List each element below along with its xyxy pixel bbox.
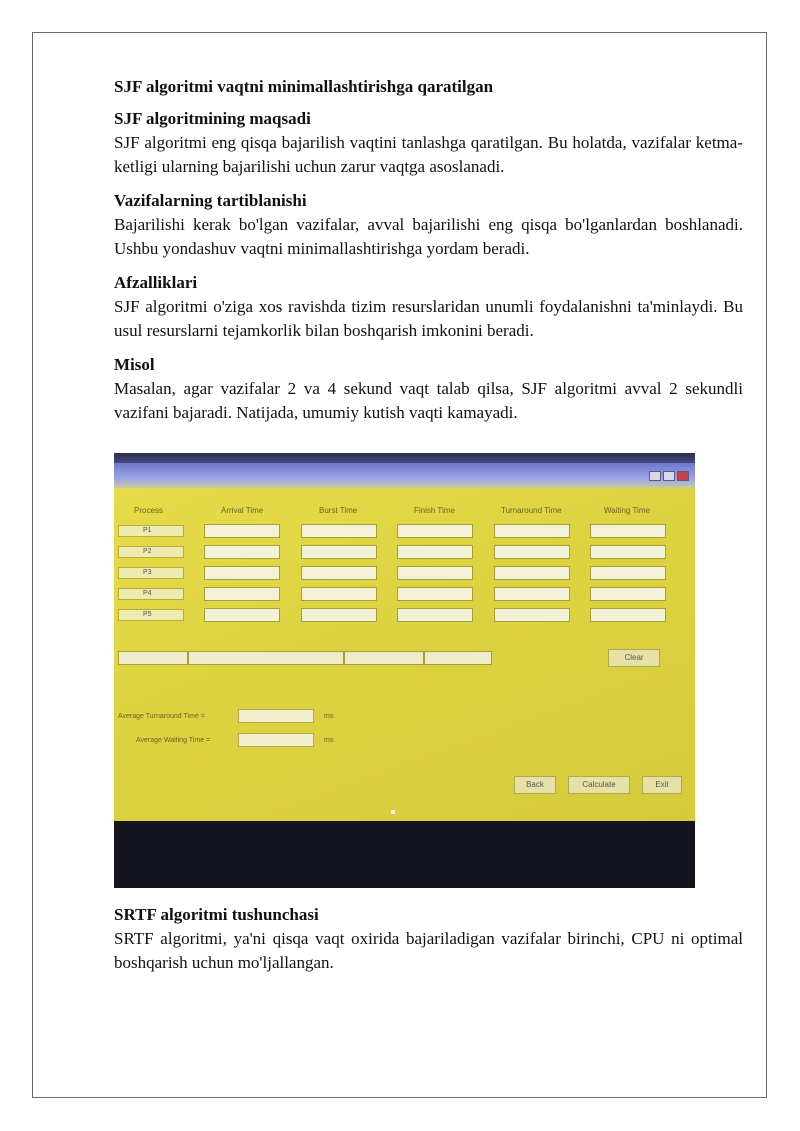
window-controls <box>649 471 689 481</box>
table-input-cell[interactable] <box>204 608 280 622</box>
process-label-cell: P3 <box>118 567 184 579</box>
column-header-burst: Burst Time <box>319 506 358 515</box>
document-body-after-image <box>114 903 743 985</box>
table-input-cell[interactable] <box>397 524 473 538</box>
process-label-cell: P1 <box>118 525 184 537</box>
table-input-cell[interactable] <box>397 608 473 622</box>
process-label-cell: P5 <box>118 609 184 621</box>
document-body <box>114 75 743 435</box>
table-input-cell[interactable] <box>397 566 473 580</box>
section-heading: SRTF algoritmi tushunchasi <box>114 905 319 924</box>
table-input-cell[interactable] <box>590 524 666 538</box>
section-afzalliklari <box>114 271 743 343</box>
section-paragraph: Masalan, agar vazifalar 2 va 4 sekund vaqt talab qilsa, SJF algoritmi avval 2 sekundli vazifani bajaradi. Natijada, umumiy kutish vaqti kamayadi. <box>114 379 743 422</box>
section-heading: Vazifalarning tartiblanishi <box>114 191 307 210</box>
table-input-cell[interactable] <box>494 566 570 580</box>
avg-waiting-label: Average Waiting Time = <box>136 737 211 744</box>
gantt-segment <box>118 651 188 665</box>
avg-waiting-unit: ms <box>324 737 334 744</box>
table-input-cell[interactable] <box>301 608 377 622</box>
table-input-cell[interactable] <box>301 566 377 580</box>
calculate-button[interactable]: Calculate <box>568 776 630 794</box>
process-label-cell: P2 <box>118 546 184 558</box>
table-input-cell[interactable] <box>590 608 666 622</box>
scheduler-window <box>114 463 695 821</box>
table-input-cell[interactable] <box>590 566 666 580</box>
scheduler-screenshot-image <box>114 453 695 888</box>
avg-waiting-field[interactable] <box>238 733 314 747</box>
minimize-icon <box>649 471 661 481</box>
document-title: SJF algoritmi vaqtni minimallashtirishga qaratilgan <box>114 77 494 96</box>
table-input-cell[interactable] <box>204 566 280 580</box>
table-input-cell[interactable] <box>590 587 666 601</box>
clear-button[interactable]: Clear <box>608 649 660 667</box>
section-heading: Afzalliklari <box>114 273 198 292</box>
maximize-icon <box>663 471 675 481</box>
section-paragraph: SJF algoritmi o'ziga xos ravishda tizim resurslaridan unumli foydalanishni ta'minlaydi. Bu usul resurslarni tejamkorlik bilan boshqarish imkonini beradi. <box>114 297 743 340</box>
section-heading: SJF algoritmining maqsadi <box>114 109 311 128</box>
table-input-cell[interactable] <box>590 545 666 559</box>
gantt-segment <box>344 651 424 665</box>
table-input-cell[interactable] <box>494 587 570 601</box>
column-header-waiting: Waiting Time <box>604 506 650 515</box>
window-titlebar <box>114 463 695 488</box>
section-paragraph: Bajarilishi kerak bo'lgan vazifalar, avval bajarilishi eng qisqa bo'lganlardan boshlanadi. Ushbu yondashuv vaqtni minimallashtirishga yordam beradi. <box>114 215 743 258</box>
table-input-cell[interactable] <box>301 587 377 601</box>
avg-turnaround-field[interactable] <box>238 709 314 723</box>
section-srtf <box>114 903 743 975</box>
column-header-turnaround: Turnaround Time <box>501 506 562 515</box>
table-input-cell[interactable] <box>301 545 377 559</box>
table-input-cell[interactable] <box>397 545 473 559</box>
column-header-finish: Finish Time <box>414 506 455 515</box>
column-header-process: Process <box>134 506 163 515</box>
table-input-cell[interactable] <box>494 545 570 559</box>
table-input-cell[interactable] <box>204 587 280 601</box>
gantt-segment <box>424 651 492 665</box>
section-paragraph: SRTF algoritmi, ya'ni qisqa vaqt oxirida bajariladigan vazifalar birinchi, CPU ni optimal boshqarish uchun mo'ljallangan. <box>114 929 743 972</box>
avg-turnaround-unit: ms <box>324 713 334 720</box>
table-input-cell[interactable] <box>494 608 570 622</box>
table-input-cell[interactable] <box>397 587 473 601</box>
avg-turnaround-label: Average Turnaround Time = <box>118 713 205 720</box>
close-icon <box>677 471 689 481</box>
back-button[interactable]: Back <box>514 776 556 794</box>
mouse-cursor-icon <box>391 810 395 814</box>
table-input-cell[interactable] <box>204 524 280 538</box>
exit-button[interactable]: Exit <box>642 776 682 794</box>
table-input-cell[interactable] <box>494 524 570 538</box>
section-heading: Misol <box>114 355 155 374</box>
section-misol <box>114 353 743 425</box>
column-header-arrival: Arrival Time <box>221 506 264 515</box>
section-paragraph: SJF algoritmi eng qisqa bajarilish vaqtini tanlashga qaratilgan. Bu holatda, vazifalar ketma-ketligi ularning bajarilishi uchun zarur vaqtga asoslanadi. <box>114 133 743 176</box>
section-maqsadi <box>114 107 743 179</box>
section-tartiblanishi <box>114 189 743 261</box>
table-input-cell[interactable] <box>204 545 280 559</box>
process-label-cell: P4 <box>118 588 184 600</box>
gantt-segment <box>188 651 344 665</box>
table-input-cell[interactable] <box>301 524 377 538</box>
